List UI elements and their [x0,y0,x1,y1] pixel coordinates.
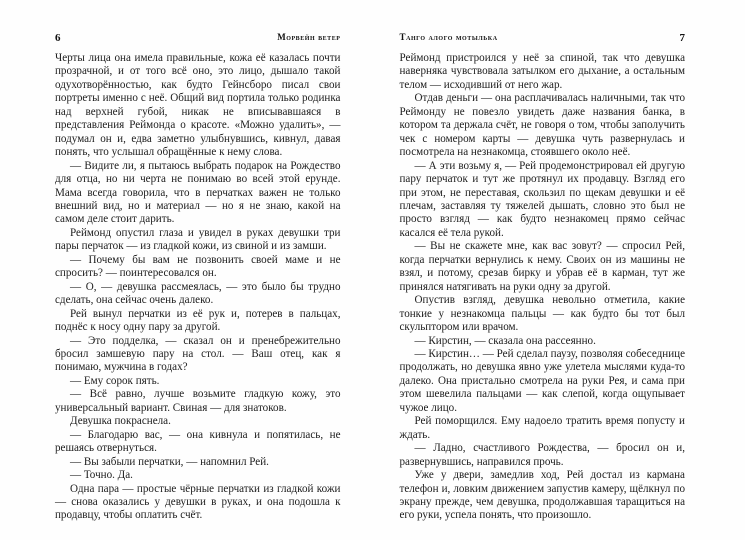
running-head-left [55,0,341,52]
paragraph: Рей вынул перчатки из её рук и, потерев в пальцах, поднёс к носу одну пару за другой. [55,307,341,334]
paragraph: Отдав деньги — она расплачивалась наличными, так что Реймонду не повезло увидеть даже названия банка, в котором та держала счёт, не говоря о том, чтобы заполучить чек с номером карты — девушка чуть развернулась и посмотрела на незнакомца, стоявшего около неё. [399,92,685,159]
paragraph: — Почему бы вам не позвонить своей маме и не спросить? — поинтересовался он. [55,253,341,280]
folio-right: 7 [679,32,685,44]
running-head-title-left: морвейн ветер [277,29,341,43]
paragraph: — Ему сорок пять. [70,374,160,387]
folio-left: 6 [55,32,61,44]
paragraph: — Кирстин… — Рей сделал паузу, позволяя собеседнице продолжать, но девушка явно уже улетела мыслями куда-то далеко. Она пристально смотрела на руки Рея, и сама при этом шевелила пальцами — как слепой, когда ощупывает чужое лицо. [399,347,685,414]
paragraph: — Вы не скажете мне, как вас зовут? — спросил Рей, когда перчатки вернулись к нему. Своих он из машины не взял, и потому, срезав бирку и убрав её в карман, тут же принялся натягивать на руки одну за другой. [399,240,685,293]
paragraph: — Всё равно, лучше возьмите гладкую кожу, это универсальный вариант. Свиная — для знатоков. [55,388,341,414]
paragraph: — Кирстин, — сказала она рассеянно. [414,334,596,347]
paragraph: Рей поморщился. Ему надоело тратить время попусту и ждать. [399,415,685,441]
running-head-title-right: танго алого мотылька [399,29,498,43]
paragraph: Реймонд пристроился у неё за спиной, так что девушка наверняка чувствовала затылком его дыхание, а остальным телом — исходивший от него жар. [399,52,685,91]
paragraph: Опустив взгляд, девушка невольно отметила, какие тонкие у незнакомца пальцы — как будто бы тот был скульптором или врачом. [399,294,685,334]
paragraph: — Вы забыли перчатки, — напомнил Рей. [70,455,269,468]
paragraph: — Точно. Да. [70,469,133,482]
paragraph: — Видите ли, я пытаюсь выбрать подарок на Рождество для отца, но ни черта не понимаю во всей этой ерунде. Мама всегда говорила, что в перчатках важен не только внешний вид, но и материал — но я не знаю, какой на самом деле стоит дарить. [55,159,341,226]
paragraph: Одна пара — простые чёрные перчатки из гладкой кожи — снова оказались у девушки в руках, и она подошла к продавцу, чтобы оплатить счёт. [55,482,341,522]
paragraph: Девушка покраснела. [70,415,171,428]
body-text-left [55,52,341,523]
paragraph: Реймонд опустил глаза и увидел в руках девушки три пары перчаток — из гладкой кожи, из свиной и из замши. [55,226,341,253]
paragraph: Уже у двери, замедлив ход, Рей достал из кармана телефон и, ловким движением запустив камеру, щёлкнул по экрану прежде, чем девушка, продолжавшая таращиться на его руки, успела понять, что произошло. [399,469,685,522]
paragraph: — Благодарю вас, — она кивнула и попятилась, не решаясь отвернуться. [55,428,341,455]
paragraph: Черты лица она имела правильные, кожа её казалась почти прозрачной, и от того всё оно, это лицо, дышало такой одухотворённостью, как будто Гейнсборо писал свои портреты именно с неё. Общий вид портила только родинка над верхней губой, никак не вписывавшаяся в представления Реймонда о красоте. «Можно удалить», — подумал он и, едва заметно улыбнувшись, кивнул, давая понять, что услышал обращённые к нему слова. [55,52,341,159]
paragraph: — О, — девушка рассмеялась, — это было бы трудно сделать, она сейчас очень далеко. [55,280,341,307]
paragraph: — Ладно, счастливого Рождества, — бросил он и, развернувшись, направился прочь. [399,442,685,468]
page-right [373,0,745,540]
running-head-right [400,0,686,52]
paragraph: — Это подделка, — сказал он и пренебрежительно бросил замшевую пару на стол. — Ваш отец, как я понимаю, мужчина в годах? [55,334,341,374]
paragraph: — А эти возьму я, — Рей продемонстрировал ей другую пару перчаток и тут же протянул их продавцу. Взгляд его при этом, не переставая, скользил по щекам девушки и её плечам, заставляя ту тяжелей дышать, словно это был не просто взгляд — как будто незнакомец прямо сейчас касался её тела рукой. [399,159,685,239]
body-text-right [400,52,686,523]
